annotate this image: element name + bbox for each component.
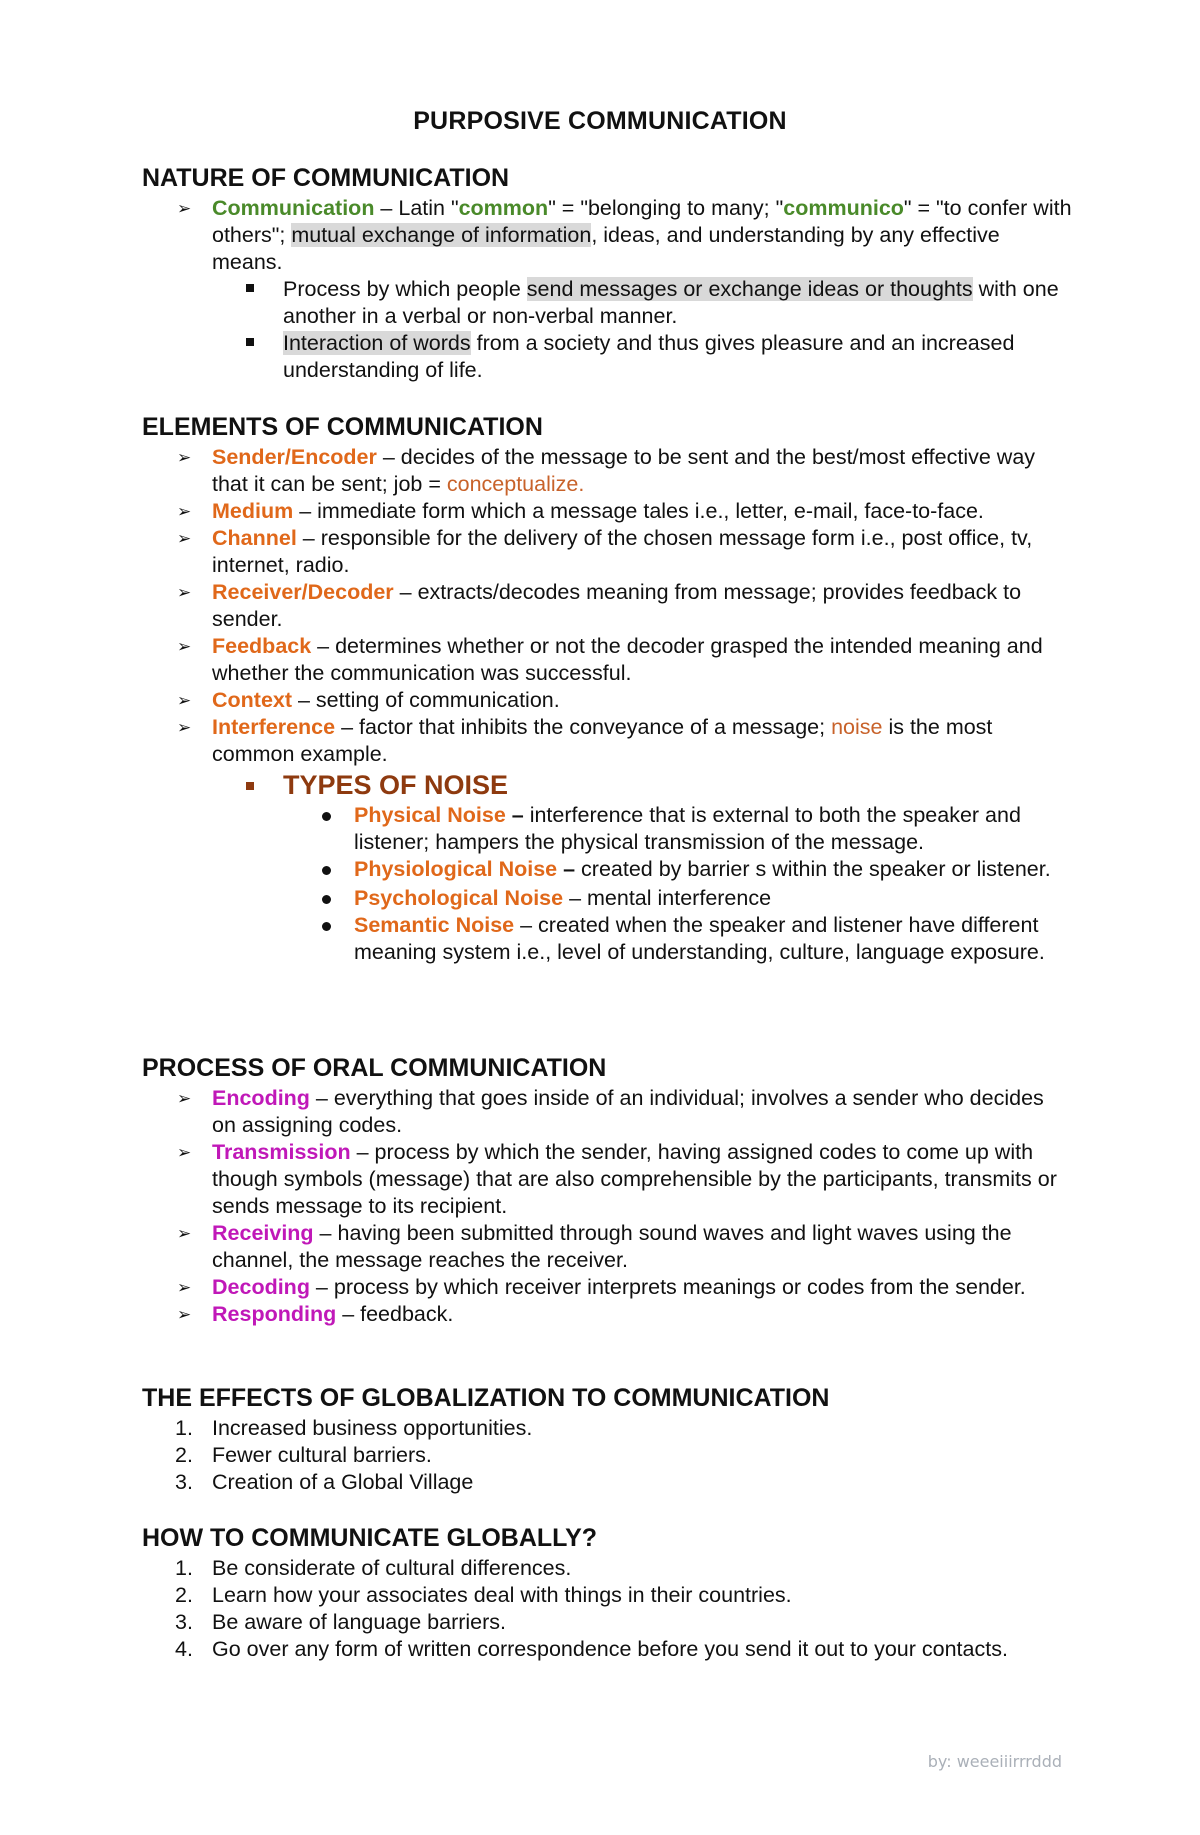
- arrow-bullet-icon: ➢: [177, 199, 192, 218]
- list-item: 3. Creation of a Global Village: [175, 1470, 474, 1494]
- list-item: ➢ Encoding – everything that goes inside of an individual; involves a sender who decides on assigning codes.: [177, 1086, 1044, 1137]
- square-bullet-icon: [246, 782, 254, 790]
- document-title: PURPOSIVE COMMUNICATION: [413, 107, 787, 135]
- round-bullet-icon: [322, 922, 331, 931]
- section-heading: HOW TO COMMUNICATE GLOBALLY?: [142, 1524, 598, 1552]
- arrow-bullet-icon: ➢: [177, 583, 192, 602]
- list-item: Process by which people send messages or exchange ideas or thoughts with one another in a verbal or non-verbal manner.: [142, 276, 1072, 330]
- list-item: ➢ Receiving – having been submitted through sound waves and light waves using the channel, the message reaches the receiver.: [177, 1221, 1012, 1272]
- list-item: 1. Increased business opportunities.: [175, 1416, 533, 1440]
- list-item: ➢ Responding – feedback.: [177, 1302, 454, 1326]
- list-item: Semantic Noise – created when the speaker and listener have different meaning system i.e., level of understanding, culture, language exposure.: [142, 912, 1072, 966]
- list-item: ➢ Feedback – determines whether or not the decoder grasped the intended meaning and whether the communication was successful.: [177, 634, 1043, 685]
- list-item: 4. Go over any form of written correspondence before you send it out to your contacts.: [175, 1637, 1008, 1661]
- round-bullet-icon: [322, 866, 331, 875]
- list-item: ➢ Decoding – process by which receiver interprets meanings or codes from the sender.: [177, 1275, 1026, 1299]
- round-bullet-icon: [322, 895, 331, 904]
- list-item: ➢ Transmission – process by which the sender, having assigned codes to come up with though symbols (message) that are also comprehensible by the participants, transmits or sends message to its recipient.: [177, 1140, 1057, 1218]
- arrow-bullet-icon: ➢: [177, 1224, 192, 1243]
- arrow-bullet-icon: ➢: [177, 637, 192, 656]
- round-bullet-icon: [322, 812, 331, 821]
- list-item: Physical Noise – interference that is external to both the speaker and listener; hampers the physical transmission of the message.: [142, 802, 1072, 856]
- arrow-bullet-icon: ➢: [177, 718, 192, 737]
- list-item: ➢ Channel – responsible for the delivery of the chosen message form i.e., post office, tv, internet, radio.: [177, 526, 1033, 577]
- communicate-globally-section: [142, 1523, 1072, 1663]
- list-item: 2. Learn how your associates deal with things in their countries.: [175, 1583, 792, 1607]
- section-heading: NATURE OF COMMUNICATION: [142, 164, 510, 192]
- globalization-section: [142, 1383, 1072, 1496]
- arrow-bullet-icon: ➢: [177, 1278, 192, 1297]
- section-heading: PROCESS OF ORAL COMMUNICATION: [142, 1054, 607, 1082]
- list-item: ➢ Sender/Encoder – decides of the message to be sent and the best/most effective way that it can be sent; job = conceptualize.: [177, 445, 1036, 496]
- arrow-bullet-icon: ➢: [177, 1143, 192, 1162]
- list-item: Interaction of words from a society and thus gives pleasure and an increased understanding of life.: [142, 330, 1072, 384]
- section-heading: ELEMENTS OF COMMUNICATION: [142, 413, 543, 441]
- section-heading: THE EFFECTS OF GLOBALIZATION TO COMMUNICATION: [142, 1384, 830, 1412]
- arrow-bullet-icon: ➢: [177, 1089, 192, 1108]
- list-item: Physiological Noise – created by barrier s within the speaker or listener.: [142, 856, 1072, 883]
- arrow-bullet-icon: ➢: [177, 691, 192, 710]
- author-credit: by: weeeiiirrrddd: [927, 1752, 1062, 1771]
- elements-section: [142, 412, 1072, 966]
- square-bullet-icon: [246, 284, 254, 292]
- arrow-bullet-icon: ➢: [177, 448, 192, 467]
- arrow-bullet-icon: ➢: [177, 502, 192, 521]
- list-item: ➢ Context – setting of communication.: [177, 688, 560, 712]
- list-item: ➢ Interference – factor that inhibits the conveyance of a message; noise is the most common example.: [177, 715, 993, 766]
- process-section: [142, 1053, 1072, 1328]
- list-item: 1. Be considerate of cultural differences.: [175, 1556, 572, 1580]
- list-item: 3. Be aware of language barriers.: [175, 1610, 507, 1634]
- list-item: Psychological Noise – mental interference: [142, 885, 1072, 912]
- arrow-bullet-icon: ➢: [177, 1305, 192, 1324]
- list-item: ➢ Medium – immediate form which a message tales i.e., letter, e-mail, face-to-face.: [177, 499, 984, 523]
- arrow-bullet-icon: ➢: [177, 529, 192, 548]
- list-item: 2. Fewer cultural barriers.: [175, 1443, 432, 1467]
- list-item: ➢ Receiver/Decoder – extracts/decodes meaning from message; provides feedback to sender.: [177, 580, 1022, 631]
- square-bullet-icon: [246, 338, 254, 346]
- list-item: ➢ Communication – Latin "common" = "belonging to many; "communico" = "to confer with others"; mutual exchange of information, ideas, and understanding by any effective means.: [177, 196, 1072, 274]
- noise-types-heading: TYPES OF NOISE: [142, 768, 1072, 802]
- nature-section: [142, 163, 1072, 384]
